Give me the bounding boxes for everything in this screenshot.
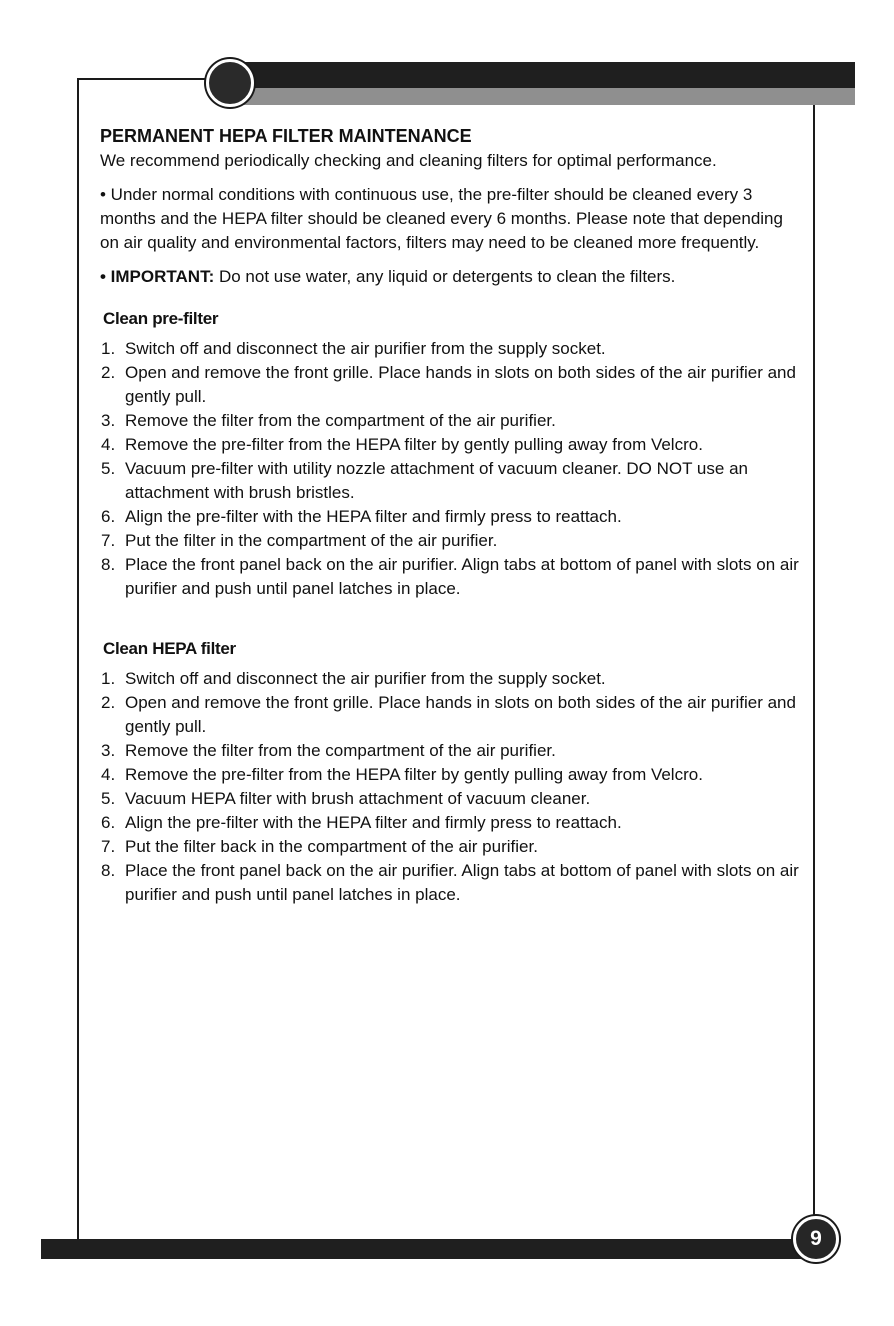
important-label: • IMPORTANT:	[100, 267, 215, 286]
prefilter-step: 2. Open and remove the front grille. Place hands in slots on both sides of the air purifier and gently pull.	[101, 363, 796, 406]
prefilter-heading: Clean pre-filter	[103, 309, 219, 328]
header-circle-icon	[206, 59, 254, 107]
schedule-bullet: • Under normal conditions with continuous use, the pre-filter should be cleaned every 3 months and the HEPA filter should be cleaned every 6 months. Please note that depending on air quality and environmental factors, filters may need to be cleaned more frequently.	[100, 185, 783, 252]
hepa-heading: Clean HEPA filter	[103, 639, 236, 658]
prefilter-step: 8. Place the front panel back on the air purifier. Align tabs at bottom of panel with slots on air purifier and push until panel latches in place.	[101, 555, 799, 598]
prefilter-step: 4. Remove the pre-filter from the HEPA filter by gently pulling away from Velcro.	[101, 435, 703, 454]
frame-right-line	[813, 104, 815, 1222]
header-bar	[232, 62, 855, 88]
prefilter-steps	[100, 337, 806, 601]
important-bullet	[100, 265, 806, 289]
intro-text: We recommend periodically checking and cleaning filters for optimal performance.	[100, 151, 717, 170]
prefilter-step: 1. Switch off and disconnect the air purifier from the supply socket.	[101, 339, 606, 358]
page-content	[100, 125, 806, 907]
page-number: 9	[793, 1216, 839, 1262]
hepa-step: 1. Switch off and disconnect the air purifier from the supply socket.	[101, 669, 606, 688]
frame-left-line	[77, 78, 79, 1243]
hepa-step: 6. Align the pre-filter with the HEPA filter and firmly press to reattach.	[101, 813, 622, 832]
hepa-step: 3. Remove the filter from the compartment of the air purifier.	[101, 741, 556, 760]
prefilter-step: 7. Put the filter in the compartment of the air purifier.	[101, 531, 498, 550]
hepa-step: 2. Open and remove the front grille. Place hands in slots on both sides of the air purifier and gently pull.	[101, 693, 796, 736]
header-bar-shadow	[232, 88, 855, 105]
frame-top-line	[77, 78, 217, 80]
important-text: Do not use water, any liquid or detergents to clean the filters.	[214, 267, 676, 286]
hepa-step: 7. Put the filter back in the compartment of the air purifier.	[101, 837, 538, 856]
page-title: PERMANENT HEPA FILTER MAINTENANCE	[100, 126, 472, 146]
prefilter-step: 5. Vacuum pre-filter with utility nozzle attachment of vacuum cleaner. DO NOT use an attachment with brush bristles.	[101, 459, 748, 502]
footer-bar	[41, 1239, 811, 1259]
hepa-step: 5. Vacuum HEPA filter with brush attachment of vacuum cleaner.	[101, 789, 591, 808]
hepa-step: 8. Place the front panel back on the air purifier. Align tabs at bottom of panel with slots on air purifier and push until panel latches in place.	[101, 861, 799, 904]
prefilter-step: 6. Align the pre-filter with the HEPA filter and firmly press to reattach.	[101, 507, 622, 526]
hepa-steps	[100, 667, 806, 907]
hepa-step: 4. Remove the pre-filter from the HEPA filter by gently pulling away from Velcro.	[101, 765, 703, 784]
prefilter-step: 3. Remove the filter from the compartment of the air purifier.	[101, 411, 556, 430]
